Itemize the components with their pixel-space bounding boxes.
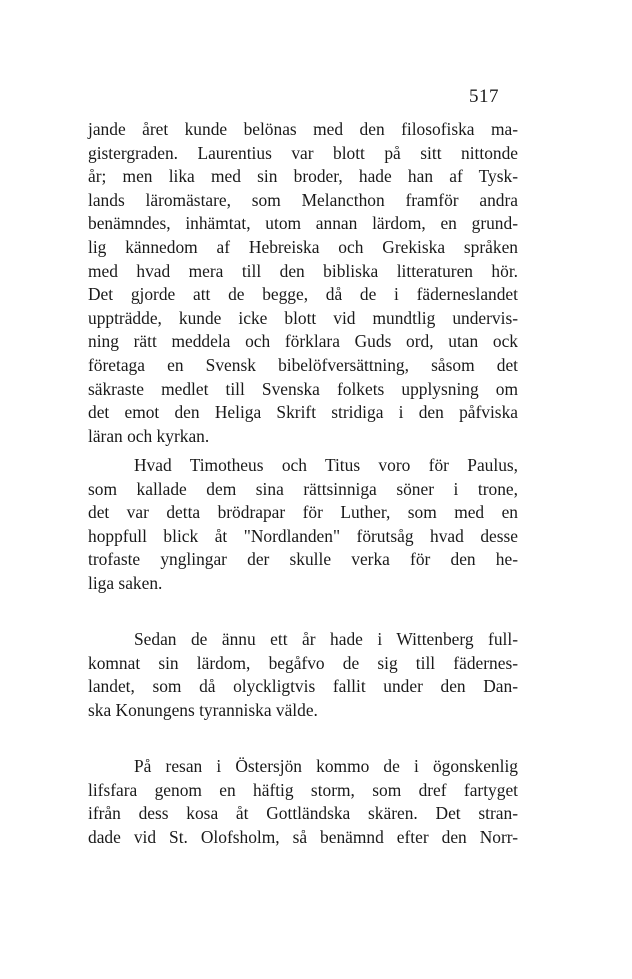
paragraph-1	[88, 118, 518, 448]
text-line: landet, som då olyckligtvis fallit under den Dan-	[88, 676, 518, 697]
text-line: benämndes, inhämtat, utom annan lärdom, en grund-	[88, 213, 518, 234]
text-line: ifrån dess kosa åt Gottländska skären. Det stran-	[88, 803, 518, 824]
paragraph-3	[88, 628, 518, 722]
text-line: ning rätt meddela och förklara Guds ord, utan ock	[88, 331, 518, 352]
text-line: Det gjorde att de begge, då de i fäderneslandet	[88, 284, 518, 305]
text-line: det emot den Heliga Skrift stridiga i den påfviska	[88, 402, 518, 423]
text-line: liga saken.	[88, 572, 163, 593]
text-line: lig kännedom af Hebreiska och Grekiska språken	[88, 236, 518, 257]
text-line: år; men lika med sin broder, hade han af Tysk-	[88, 166, 518, 187]
text-line: ska Konungens tyranniska välde.	[88, 699, 318, 720]
text-line: uppträdde, kunde icke blott vid mundtlig undervis-	[88, 307, 518, 328]
paragraph-2	[88, 454, 518, 596]
text-line: säkraste medlet till Svenska folkets upplysning om	[88, 378, 518, 399]
text-line: komnat sin lärdom, begåfvo de sig till fädernes-	[88, 652, 518, 673]
text-line: lifsfara genom en häftig storm, som dref fartyget	[88, 779, 518, 800]
text-line: Hvad Timotheus och Titus voro för Paulus,	[134, 455, 518, 475]
text-line: gistergraden. Laurentius var blott på sitt nittonde	[88, 142, 518, 163]
text-line: hoppfull blick åt "Nordlanden" förutsåg hvad desse	[88, 525, 518, 546]
text-line: jande året kunde belönas med den filosofiska ma-	[88, 119, 518, 139]
text-line: företaga en Svensk bibelöfversättning, såsom det	[88, 354, 518, 375]
text-line: lands läromästare, som Melancthon framför andra	[88, 189, 518, 210]
text-line: som kallade dem sina rättsinniga söner i trone,	[88, 478, 518, 499]
text-line: med hvad mera till den bibliska litteraturen hör.	[88, 260, 518, 281]
text-line: Sedan de ännu ett år hade i Wittenberg full-	[134, 629, 518, 649]
page-number: 517	[469, 86, 499, 107]
paragraph-4	[88, 755, 518, 849]
text-line: trofaste ynglingar der skulle verka för den he-	[88, 549, 518, 570]
text-line: På resan i Östersjön kommo de i ögonskenlig	[134, 756, 518, 776]
text-line: läran och kyrkan.	[88, 425, 210, 446]
text-line: dade vid St. Olofsholm, så benämnd efter den Norr-	[88, 826, 518, 847]
text-line: det var detta brödrapar för Luther, som med en	[88, 502, 518, 523]
